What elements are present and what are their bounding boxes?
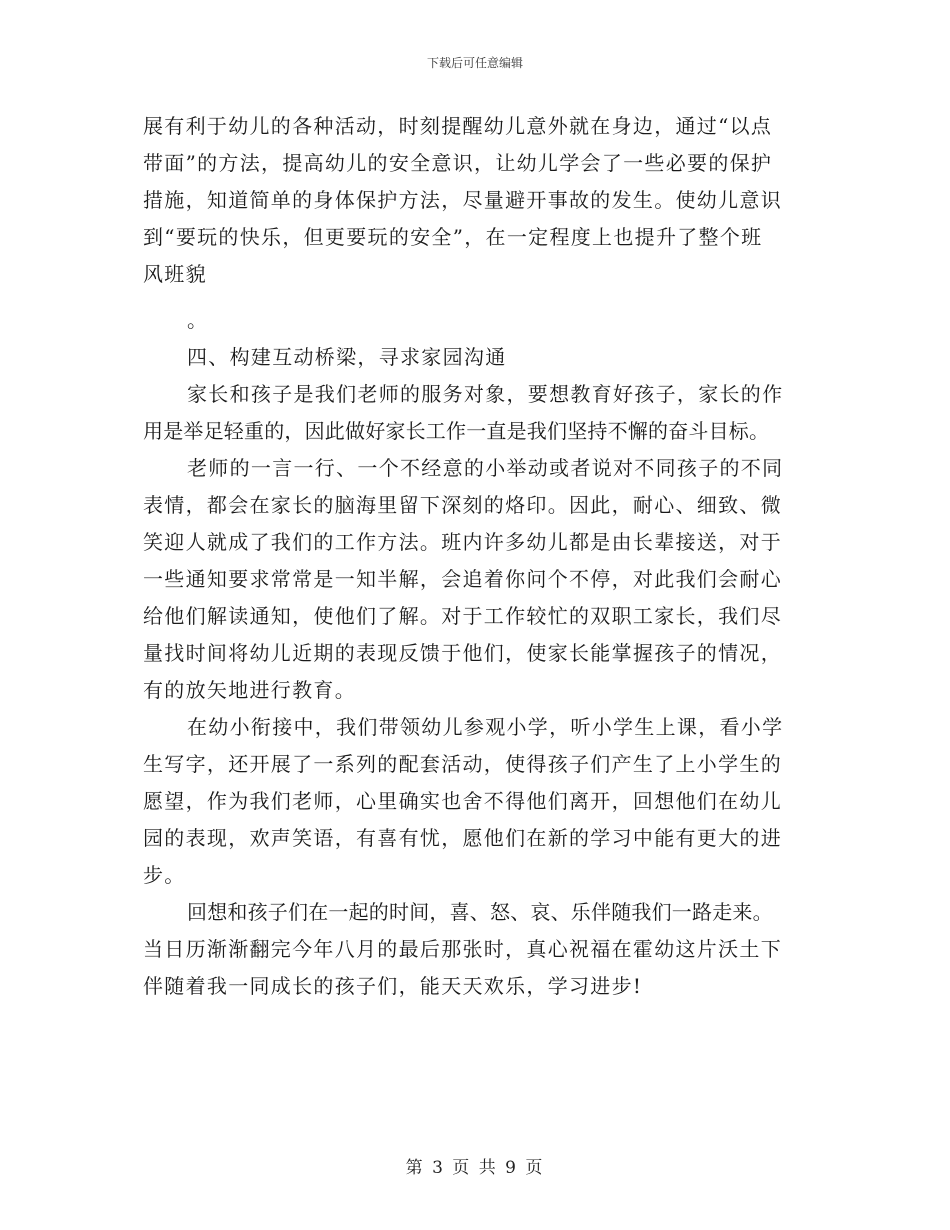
text-line: 到“要玩的快乐，但更要玩的安全”，在一定程度上也提升了整个班 bbox=[143, 225, 763, 249]
text-line: 量找时间将幼儿近期的表现反馈于他们，使家长能掌握孩子的情况， bbox=[143, 641, 782, 665]
text-line: 风班貌 bbox=[143, 262, 207, 286]
text-line: 生写字，还开展了一系列的配套活动，使得孩子们产生了上小学生的 bbox=[143, 752, 782, 776]
text-line: 当日历渐渐翻完今年八月的最后那张时，真心祝福在霍幼这片沃土下 bbox=[143, 937, 782, 961]
text-line: 在幼小衔接中，我们带领幼儿参观小学，听小学生上课，看小学 bbox=[187, 715, 784, 739]
text-line: 回想和孩子们在一起的时间，喜、怒、哀、乐伴随我们一路走来。 bbox=[187, 900, 773, 924]
text-line: 有的放矢地进行教育。 bbox=[143, 678, 356, 702]
text-line: 老师的一言一行、一个不经意的小举动或者说对不同孩子的不同 bbox=[187, 456, 784, 480]
page-number: 第 3 页 共 9 页 bbox=[405, 1158, 545, 1178]
document-body bbox=[143, 108, 815, 1005]
text-line: 措施，知道简单的身体保护方法，尽量避开事故的发生。使幼儿意识 bbox=[143, 188, 782, 212]
text-line: 一些通知要求常常是一知半解，会追着你问个不停，对此我们会耐心 bbox=[143, 567, 782, 591]
page-header: 下载后可任意编辑 bbox=[426, 56, 523, 70]
text-line: 给他们解读通知，使他们了解。对于工作较忙的双职工家长，我们尽 bbox=[143, 604, 782, 628]
text-line: 步。 bbox=[143, 863, 186, 887]
text-line: 家长和孩子是我们老师的服务对象，要想教育好孩子，家长的作 bbox=[187, 382, 784, 406]
text-line: 伴随着我一同成长的孩子们，能天天欢乐，学习进步! bbox=[143, 974, 643, 998]
text-line: 表情，都会在家长的脑海里留下深刻的烙印。因此，耐心、细致、微 bbox=[143, 493, 782, 517]
text-line: 展有利于幼儿的各种活动，时刻提醒幼儿意外就在身边，通过“以点 bbox=[143, 114, 773, 138]
text-line: 愿望，作为我们老师，心里确实也舍不得他们离开，回想他们在幼儿 bbox=[143, 789, 782, 813]
text-line: 园的表现，欢声笑语，有喜有忧，愿他们在新的学习中能有更大的进 bbox=[143, 826, 782, 850]
section-heading: 四、构建互动桥梁，寻求家园沟通 bbox=[187, 345, 507, 369]
text-line: 。 bbox=[187, 308, 209, 332]
text-line: 笑迎人就成了我们的工作方法。班内许多幼儿都是由长辈接送，对于 bbox=[143, 530, 782, 554]
text-line: 用是举足轻重的，因此做好家长工作一直是我们坚持不懈的奋斗目标。 bbox=[143, 419, 770, 443]
text-line: 带面”的方法，提高幼儿的安全意识，让幼儿学会了一些必要的保护 bbox=[143, 151, 773, 175]
spacer bbox=[143, 293, 815, 302]
